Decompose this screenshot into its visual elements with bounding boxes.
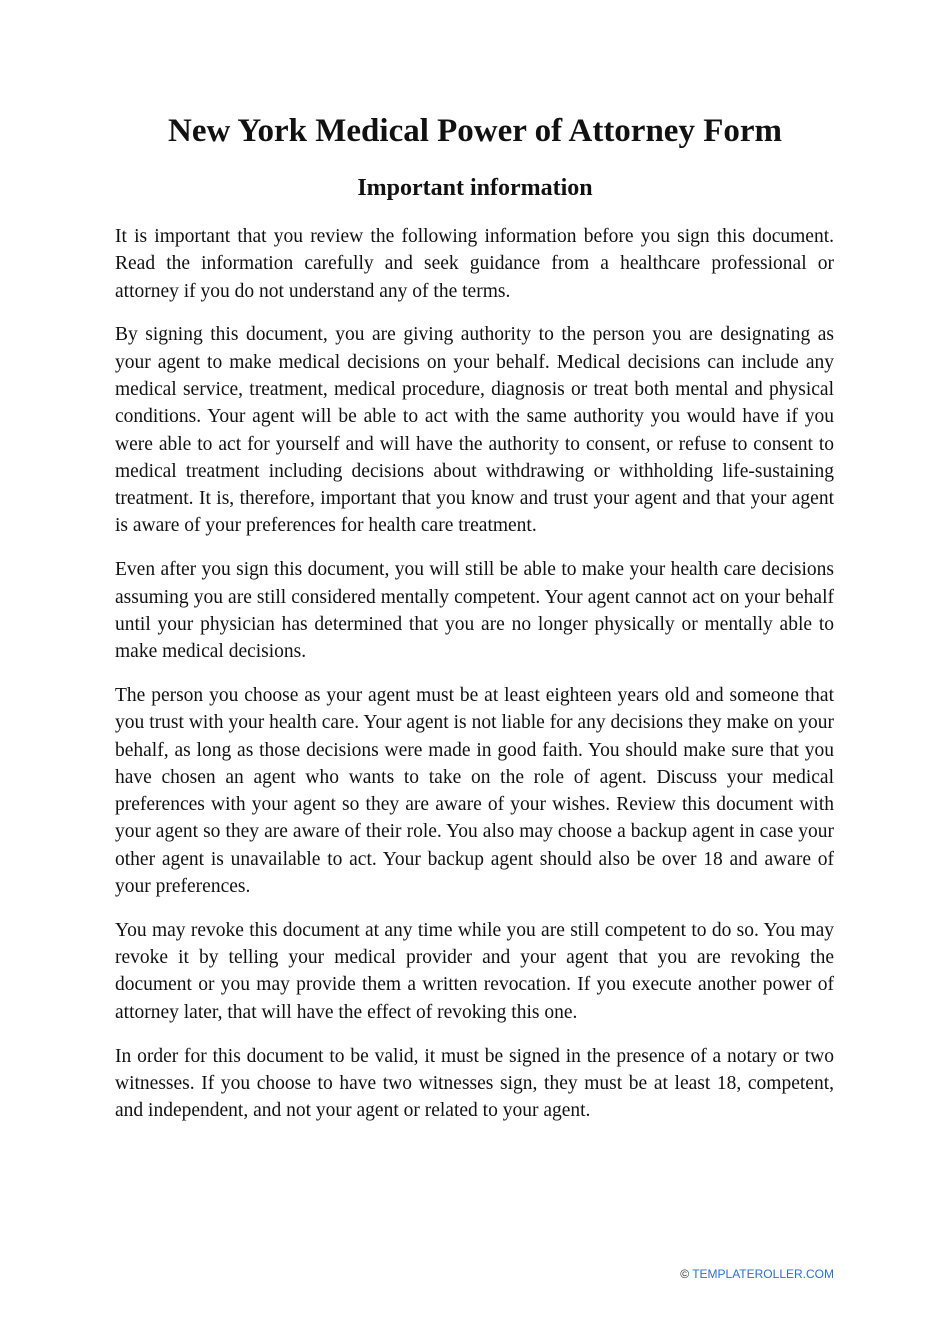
paragraph-revocation: You may revoke this document at any time while you are still competent to do so. You may revoke it by telling your medical provider and your agent that you are revoking the document or you may provide them a written revocation. If you execute another power of attorney later, that will have the effect of revoking this one. <box>115 919 834 1023</box>
paragraph-validity: In order for this document to be valid, it must be signed in the presence of a notary or two witnesses. If you choose to have two witnesses sign, they must be at least 18, competent, and independent, and not your agent or related to your agent. <box>115 1045 834 1122</box>
paragraph-authority: By signing this document, you are giving authority to the person you are designating as your agent to make medical decisions on your behalf. Medical decisions can include any medical service, treatment, medical procedure, diagnosis or treat both mental and physical conditions. Your agent will be able to act with the same authority you would have if you were able to act for yourself and will have the authority to consent, or refuse to consent to medical treatment including decisions about withdrawing or withholding life-sustaining treatment. It is, therefore, important that you know and trust your agent and that your agent is aware of your preferences for health care treatment. <box>115 324 834 537</box>
copyright-icon: © <box>680 1267 690 1281</box>
paragraph-review: It is important that you review the following information before you sign this document. Read the information carefully and seek guidance from a healthcare professional or attorney if you do not understand any of the terms. <box>115 226 834 302</box>
document-body <box>115 223 834 1141</box>
templateroller-link[interactable]: TEMPLATEROLLER.COM <box>692 1267 834 1281</box>
footer <box>680 1267 834 1281</box>
paragraph-competence: Even after you sign this document, you will still be able to make your health care decisions assuming you are still considered mentally competent. Your agent cannot act on your behalf until your physician has determined that you are no longer physically or mentally able to make medical decisions. <box>115 559 834 663</box>
paragraph-agent-requirements: The person you choose as your agent must be at least eighteen years old and someone that you trust with your health care. Your agent is not liable for any decisions they make on your behalf, as long as those decisions were made in good faith. You should make sure that you have chosen an agent who wants to take on the role of agent. Discuss your medical preferences with your agent so they are aware of your wishes. Review this document with your agent so they are aware of their role. You also may choose a backup agent in case your other agent is unavailable to act. Your backup agent should also be over 18 and aware of your preferences. <box>115 684 834 898</box>
section-heading: Important information <box>357 175 593 201</box>
document-title: New York Medical Power of Attorney Form <box>168 113 782 149</box>
